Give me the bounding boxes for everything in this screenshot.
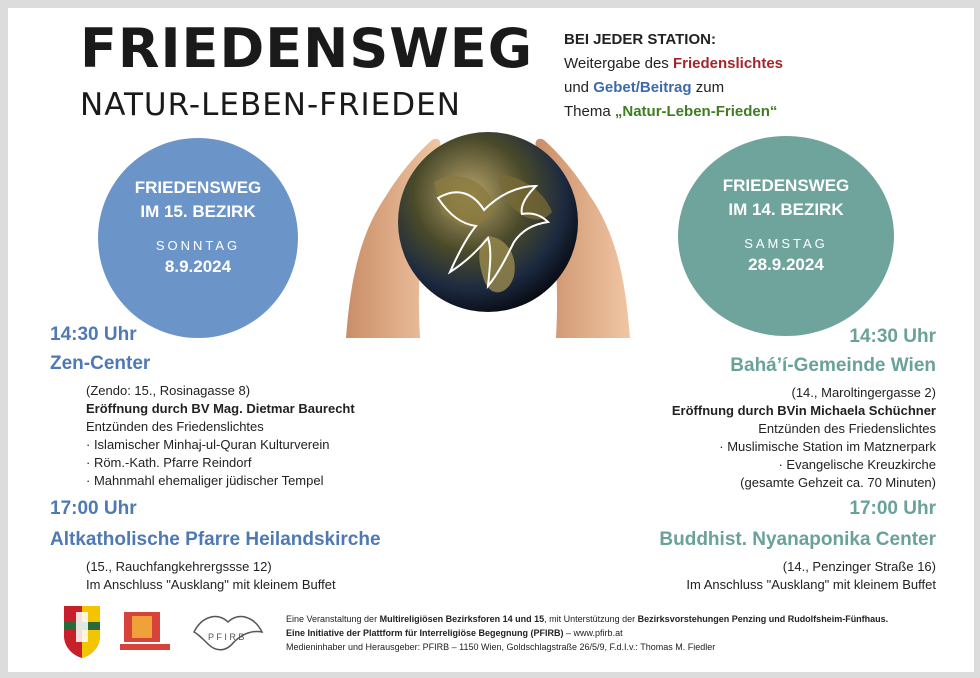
pfirb-logo-text: P F I R B	[208, 632, 245, 642]
district-14-duration: (gesamte Gehzeit ca. 70 Minuten)	[740, 475, 936, 490]
bezirksforum-logo-icon	[120, 612, 170, 650]
district-14-schedule	[476, 324, 936, 594]
station-heading: BEI JEDER STATION:	[564, 31, 716, 48]
list-item: · Evangelische Kreuzkirche	[778, 457, 936, 472]
station-line2-text: und	[564, 79, 594, 96]
list-item: · Mahnmahl ehemaliger jüdischer Tempel	[86, 473, 324, 488]
footer-line3: Medieninhaber und Herausgeber: PFIRB – 1150 Wien, Goldschlagstraße 26/5/9, F.d.I.v.: Thomas M. Fiedler	[286, 642, 716, 652]
pfirb-dove-logo-icon	[194, 617, 262, 650]
station-line1-text: Weitergabe des	[564, 55, 673, 72]
district-14-end-venue: Buddhist. Nyanaponika Center	[659, 529, 936, 550]
page-subtitle: NATUR-LEBEN-FRIEDEN	[80, 87, 461, 123]
district-15-line1: FRIEDENSWEG	[134, 178, 262, 197]
district-15-closing: Im Anschluss "Ausklang" mit kleinem Buffet	[86, 577, 336, 592]
footer-line1-d: Bezirksvorstehungen Penzing und Rudolfsheim-Fünfhaus.	[637, 614, 889, 624]
district-14-date: 28.9.2024	[748, 255, 824, 274]
district-15-schedule	[50, 322, 490, 594]
list-item: · Röm.-Kath. Pfarre Reindorf	[86, 455, 252, 470]
district-15-end-venue: Altkatholische Pfarre Heilandskirche	[50, 529, 381, 550]
footer-line1-c: , mit Unterstützung der	[544, 614, 638, 624]
district-14-light: Entzünden des Friedenslichtes	[758, 421, 936, 436]
district-14-line1: FRIEDENSWEG	[722, 176, 850, 195]
district-14-closing: Im Anschluss "Ausklang" mit kleinem Buffet	[686, 577, 936, 592]
hands-globe-dove-image	[338, 126, 638, 338]
footer-line1-b: Multireligiösen Bezirksforen 14 und 15	[379, 614, 545, 624]
district-15-light: Entzünden des Friedenslichtes	[86, 419, 264, 434]
district-14-end-address: (14., Penzinger Straße 16)	[782, 559, 936, 574]
district-14-start-time: 14:30 Uhr	[849, 326, 936, 347]
footer-line2-a: Eine Initiative der Plattform für Interreligiöse Begegnung (PFIRB)	[286, 628, 564, 638]
district-15-end-address: (15., Rauchfangkehrergssse 12)	[86, 559, 272, 574]
footer-credits	[286, 612, 888, 654]
station-info	[564, 28, 864, 124]
district-15-circle	[98, 138, 298, 338]
district-15-start-venue: Zen-Center	[50, 353, 151, 374]
page-title: FRIEDENSWEG	[80, 17, 534, 80]
list-item: · Muslimische Station im Matznerpark	[719, 439, 936, 454]
sponsor-logos	[62, 602, 272, 660]
station-line1-emphasis: Friedenslichtes	[672, 55, 784, 72]
station-line3-text: Thema	[564, 103, 615, 120]
district-15-line2: IM 15. BEZIRK	[140, 202, 256, 221]
district-14-day: SAMSTAG	[744, 236, 828, 251]
flyer-page	[8, 8, 974, 672]
district-15-date: 8.9.2024	[164, 257, 232, 276]
footer-line2-b: – www.pfirb.at	[563, 628, 623, 638]
coat-of-arms-logo-icon	[64, 606, 100, 658]
footer-line1-a: Eine Veranstaltung der	[286, 614, 380, 624]
district-14-start-address: (14., Maroltingergasse 2)	[791, 385, 936, 400]
district-14-end-time: 17:00 Uhr	[849, 498, 936, 519]
station-line2-suffix: zum	[691, 79, 725, 96]
station-line2-emphasis: Gebet/Beitrag	[593, 79, 692, 96]
district-14-circle	[678, 136, 894, 336]
station-line3-emphasis: „Natur-Leben-Frieden“	[614, 103, 778, 120]
district-14-line2: IM 14. BEZIRK	[728, 200, 844, 219]
list-item: · Islamischer Minhaj-ul-Quran Kulturverein	[86, 437, 330, 452]
district-15-end-time: 17:00 Uhr	[50, 498, 137, 519]
district-14-start-venue: Bahá’í-Gemeinde Wien	[730, 355, 936, 376]
district-15-start-address: (Zendo: 15., Rosinagasse 8)	[86, 383, 251, 398]
district-15-start-time: 14:30 Uhr	[50, 324, 137, 345]
district-15-opening: Eröffnung durch BV Mag. Dietmar Baurecht	[86, 401, 355, 416]
district-15-day: SONNTAG	[155, 238, 241, 253]
district-14-opening: Eröffnung durch BVin Michaela Schüchner	[671, 403, 936, 418]
